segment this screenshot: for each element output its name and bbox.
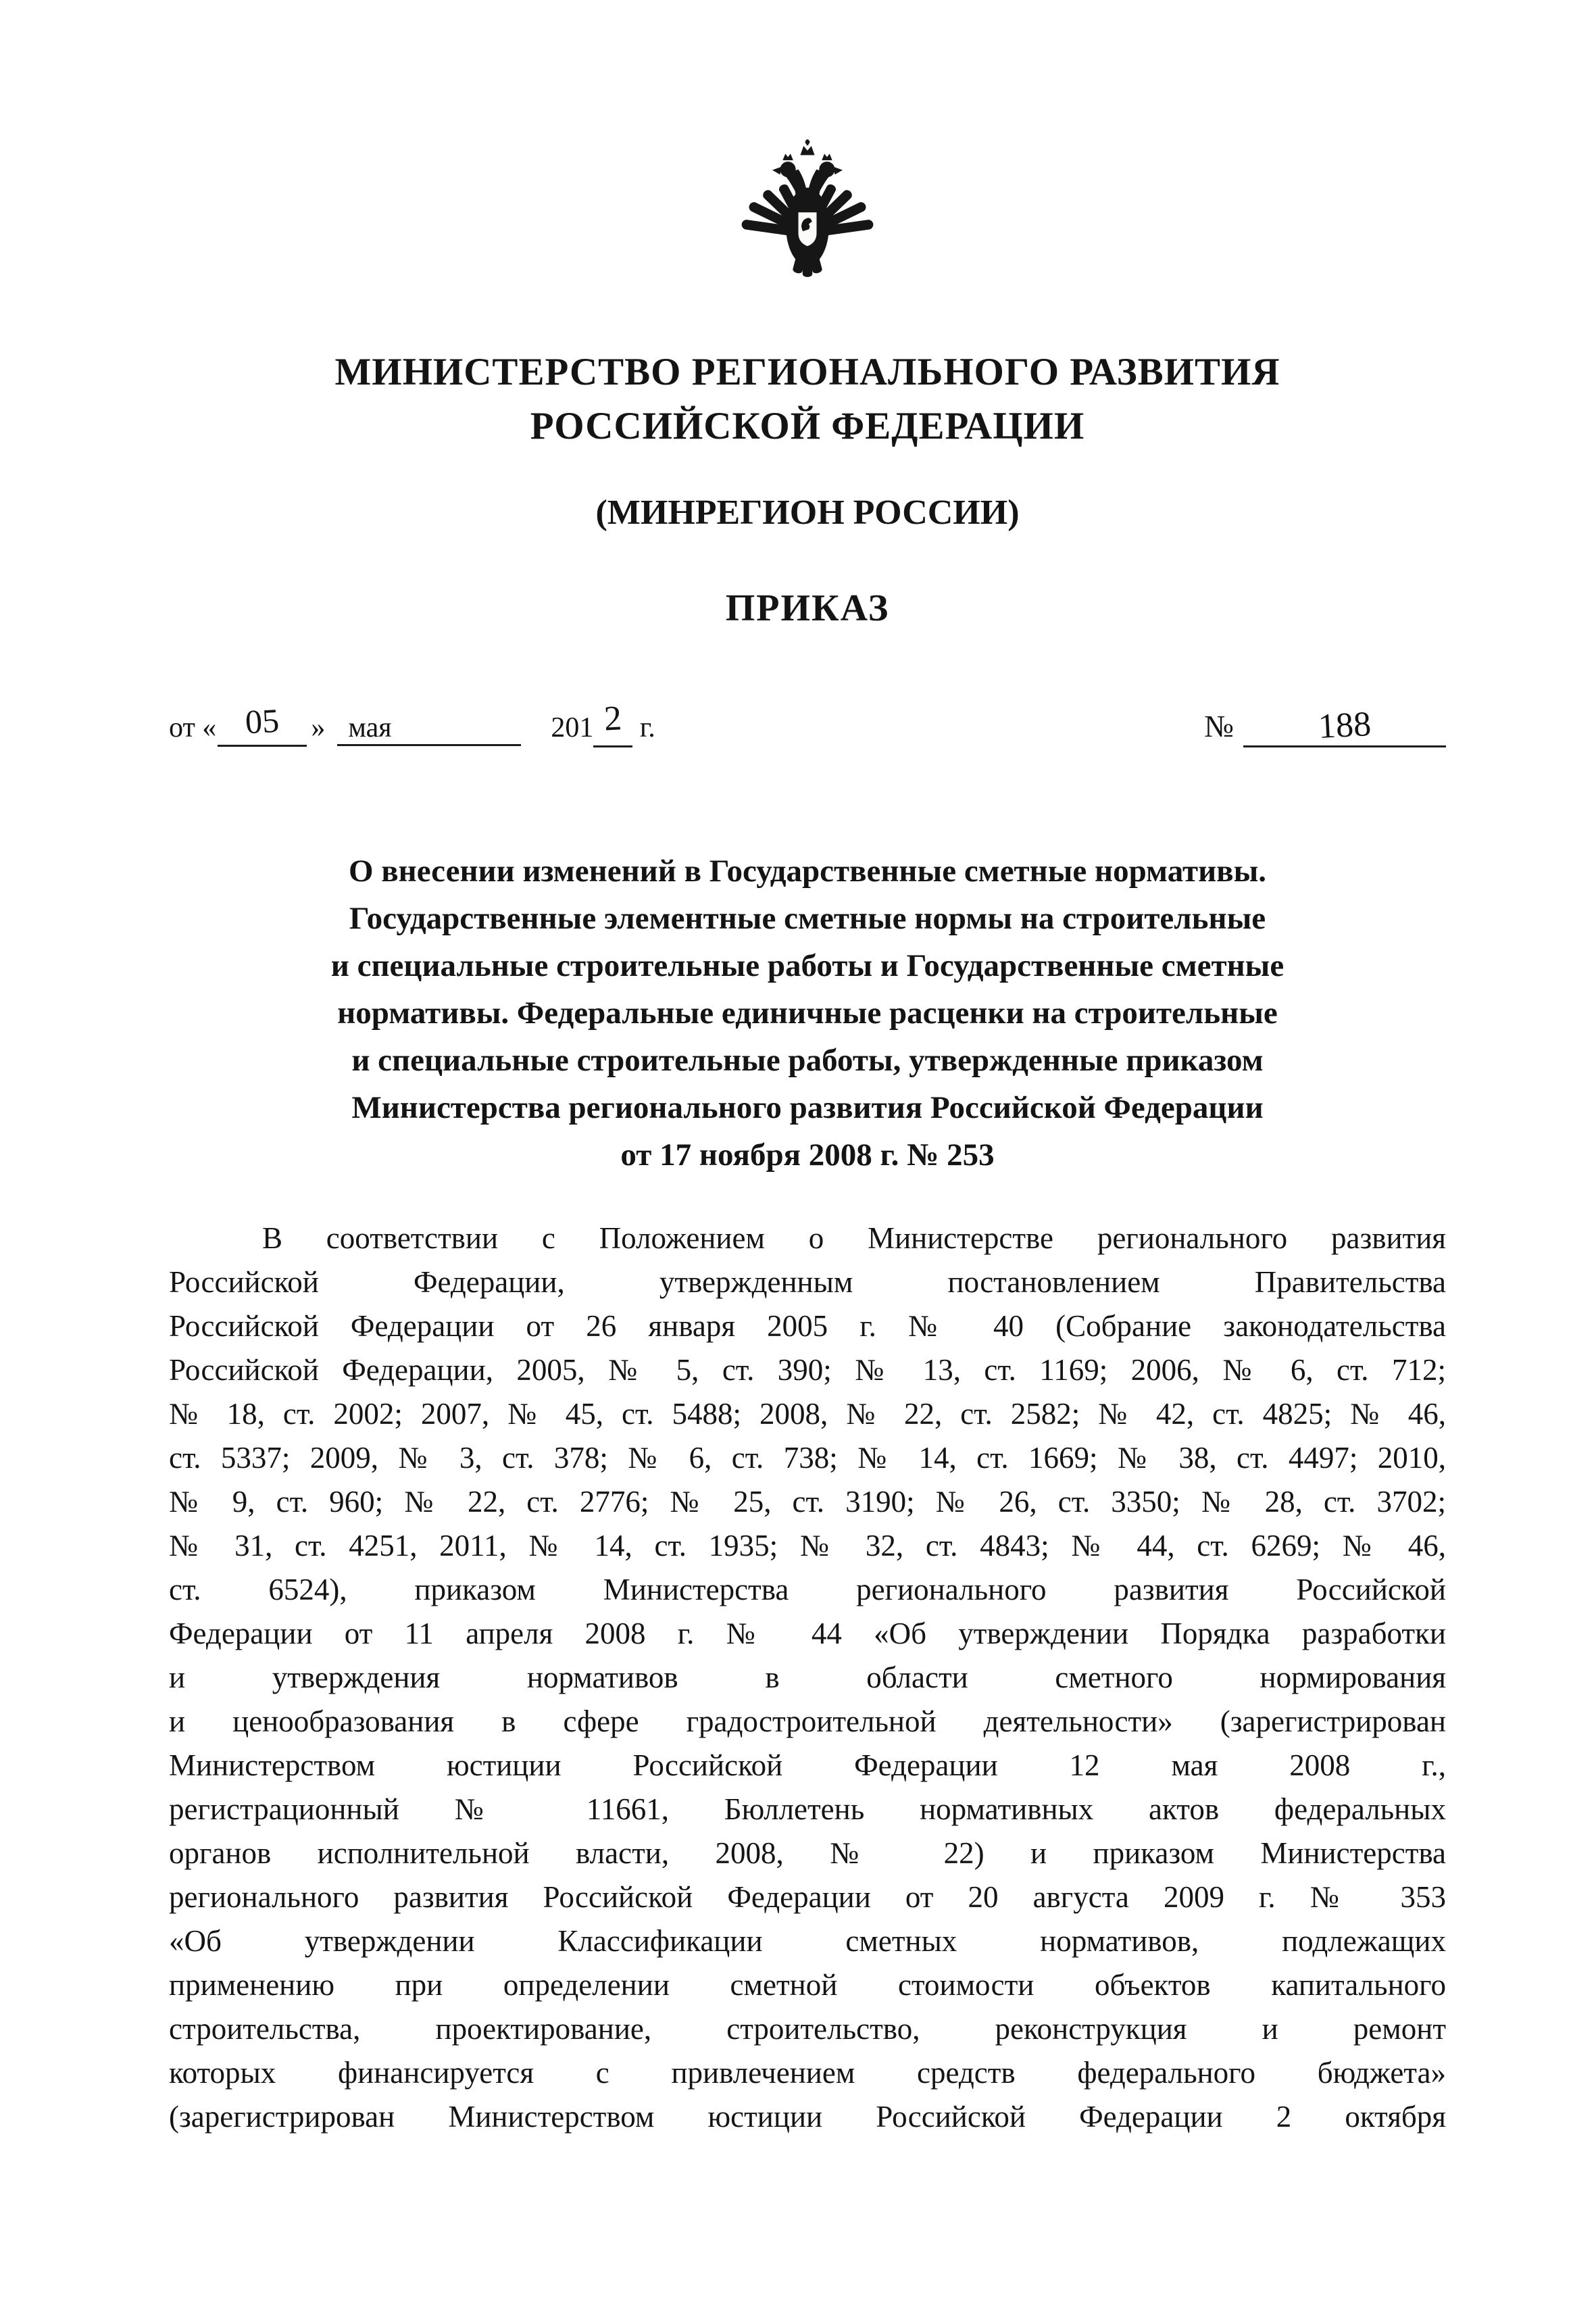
body-line: и утверждения нормативов в области сметного нормирования — [169, 1660, 1446, 1694]
body-line: (зарегистрирован Министерством юстиции Российской Федерации 2 октября — [169, 2100, 1446, 2134]
number-sign: № — [1204, 709, 1234, 743]
date-prefix-label: от « — [169, 712, 217, 743]
date-closing-quote: » — [311, 712, 326, 743]
body-line: которых финансируется с привлечением средств федерального бюджета» — [169, 2056, 1446, 2090]
date-year-digit-value: 2 — [603, 699, 623, 739]
body-line: Российской Федерации, 2005, № 5, ст. 390; № 13, ст. 1169; 2006, № 6, ст. 712; — [169, 1353, 1446, 1387]
body-line: Федерации от 11 апреля 2008 г. № 44 «Об утверждении Порядка разработки — [169, 1617, 1446, 1650]
number-value: 188 — [1317, 704, 1372, 747]
russia-coat-of-arms-icon — [736, 135, 879, 299]
body-line: № 31, ст. 4251, 2011, № 14, ст. 1935; № 32, ст. 4843; № 44, ст. 6269; № 46, — [169, 1529, 1446, 1562]
subject-line: Государственные элементные сметные нормы на строительные — [349, 901, 1266, 936]
body-line: № 9, ст. 960; № 22, ст. 2776; № 25, ст. 3190; № 26, ст. 3350; № 28, ст. 3702; — [169, 1485, 1446, 1519]
body-line: применению при определении сметной стоимости объектов капитального — [169, 1968, 1446, 2002]
subject-line: нормативы. Федеральные единичные расценки на строительные — [337, 995, 1278, 1031]
emblem-container — [169, 135, 1446, 302]
ministry-name — [169, 345, 1446, 453]
document-number-group — [1204, 706, 1446, 747]
subject-line: Министерства регионального развития Российской Федерации — [351, 1090, 1264, 1125]
ministry-short-name: (МИНРЕГИОН РОССИИ) — [595, 493, 1020, 532]
date-month-value: мая — [348, 712, 392, 743]
subject-line: и специальные строительные работы и Государственные сметные — [330, 948, 1285, 983]
date-number-row — [169, 699, 1446, 747]
date-year — [551, 699, 632, 743]
subject-line: и специальные строительные работы, утвержденные приказом — [351, 1043, 1264, 1078]
date-year-printed: 201 — [551, 712, 594, 743]
date-group — [169, 699, 655, 747]
body-line: «Об утверждении Классификации сметных нормативов, подлежащих — [169, 1924, 1446, 1958]
subject-line: О внесении изменений в Государственные сметные нормативы. — [348, 854, 1267, 889]
ministry-name-line1: МИНИСТЕРСТВО РЕГИОНАЛЬНОГО РАЗВИТИЯ — [334, 351, 1280, 393]
body-line: и ценообразования в сфере градостроительной деятельности» (зарегистрирован — [169, 1704, 1446, 1738]
date-year-digit-field — [593, 699, 632, 747]
document-body — [169, 1216, 1446, 2139]
body-line: В соответствии с Положением о Министерстве регионального развития — [262, 1221, 1446, 1255]
date-day-value: 05 — [244, 701, 280, 741]
body-line: органов исполнительной власти, 2008, № 22) и приказом Министерства — [169, 1836, 1446, 1870]
date-day-field — [218, 701, 307, 747]
document-subject — [169, 847, 1446, 1179]
body-line: № 18, ст. 2002; 2007, № 45, ст. 5488; 2008, № 22, ст. 2582; № 42, ст. 4825; № 46, — [169, 1397, 1446, 1431]
ministry-name-line2: РОССИЙСКОЙ ФЕДЕРАЦИИ — [530, 405, 1085, 447]
subject-line: от 17 ноября 2008 г. № 253 — [620, 1137, 995, 1173]
body-line: Министерством юстиции Российской Федерации 12 мая 2008 г., — [169, 1748, 1446, 1782]
body-line: строительства, проектирование, строительство, реконструкция и ремонт — [169, 2012, 1446, 2046]
body-line: Российской Федерации от 26 января 2005 г. № 40 (Собрание законодательства — [169, 1309, 1446, 1343]
date-month-field — [337, 712, 521, 746]
document-type-title: ПРИКАЗ — [725, 587, 890, 629]
number-field — [1243, 706, 1446, 747]
body-line: регионального развития Российской Федерации от 20 августа 2009 г. № 353 — [169, 1880, 1446, 1914]
body-line: регистрационный № 11661, Бюллетень нормативных актов федеральных — [169, 1792, 1446, 1826]
body-line: ст. 5337; 2009, № 3, ст. 378; № 6, ст. 738; № 14, ст. 1669; № 38, ст. 4497; 2010, — [169, 1441, 1446, 1475]
body-line: Российской Федерации, утвержденным постановлением Правительства — [169, 1265, 1446, 1299]
date-year-suffix: г. — [639, 712, 655, 743]
body-line: ст. 6524), приказом Министерства регионального развития Российской — [169, 1573, 1446, 1606]
